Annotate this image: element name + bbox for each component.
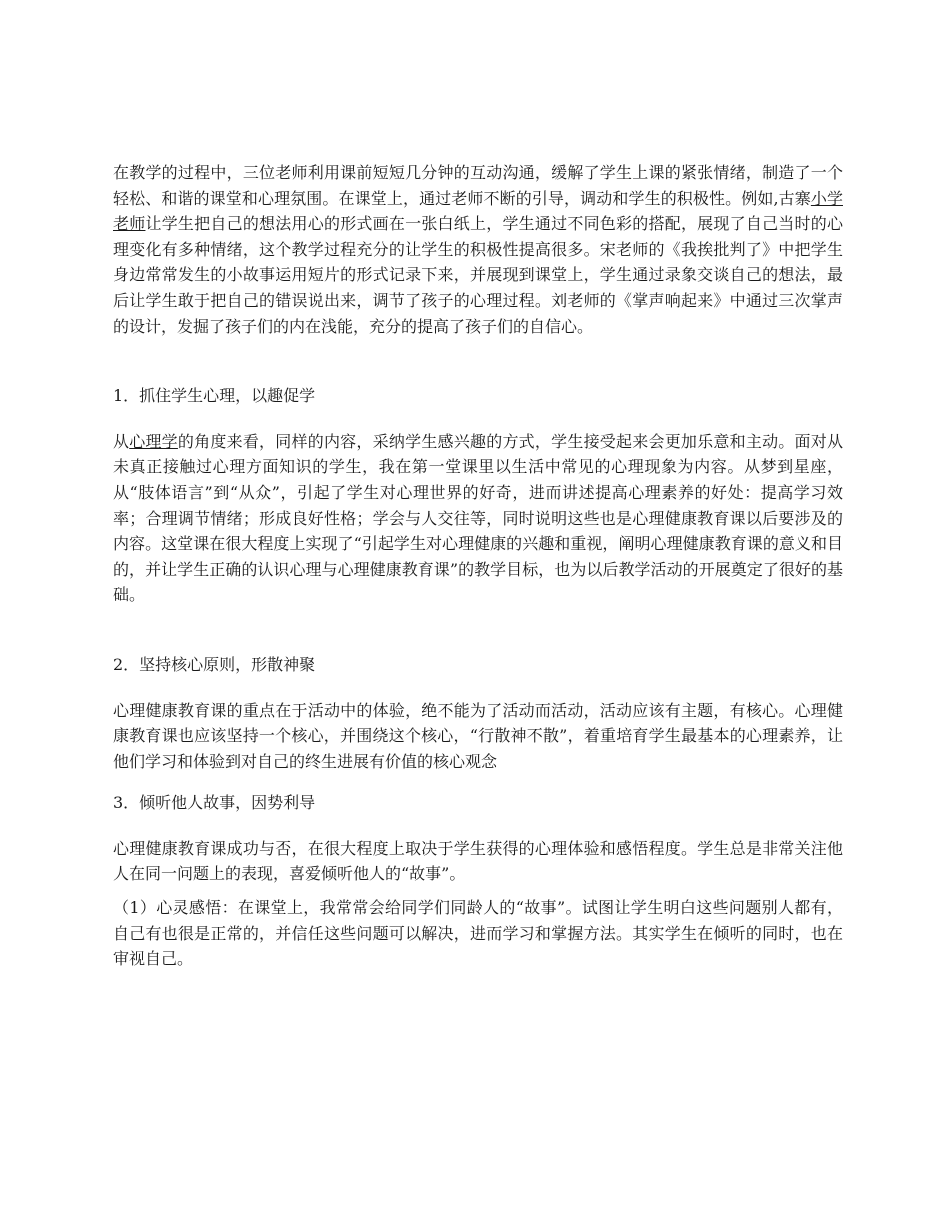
paragraph-section-1-text-a: 从 [113, 431, 130, 451]
spacer [113, 816, 843, 836]
spacer [113, 774, 843, 790]
link-primary-teacher[interactable]: 小学老师 [113, 188, 843, 234]
paragraph-section-2: 心理健康教育课的重点在于活动中的体验，绝不能为了活动而活动，活动应该有主题，有核心。心理健康教育课也应该坚持一个核心，并围绕这个核心，“行散神不散”，着重培育学生最基本的心理素养，让他们学习和体验到对自己的终生进展有价值的核心观念 [113, 700, 843, 771]
paragraph-intro [113, 160, 843, 339]
section-heading-3: 3．倾听他人故事，因势利导 [113, 793, 316, 813]
paragraph-section-3: 心理健康教育课成功与否，在很大程度上取决于学生获得的心理体验和感悟程度。学生总是非常关注他人在同一问题上的表现，喜爱倾听他人的“故事”。 [113, 838, 843, 884]
link-psychology[interactable]: 心理学 [129, 431, 178, 451]
spacer [113, 887, 843, 895]
section-heading-2: 2．坚持核心原则，形散神聚 [113, 654, 316, 674]
paragraph-intro-text-b: 让学生把自己的想法用心的形式画在一张白纸上，学生通过不同色彩的搭配，展现了自己当时的心理变化有多种情绪，这个教学过程充分的让学生的积极性提高很多。宋老师的《我挨批判了》中把学生身边常常发生的小故事运用短片的形式记录下来，并展现到课堂上，学生通过录象交谈自己的想法，最后让学生敢于把自己的错误说出来，调节了孩子的心理过程。刘老师的《掌声响起来》中通过三次掌声的设计，发掘了孩子们的内在浅能，充分的提高了孩子们的自信心。 [113, 214, 843, 336]
spacer [113, 678, 843, 698]
spacer [113, 339, 843, 383]
paragraph-section-1 [113, 429, 843, 608]
spacer [113, 409, 843, 429]
document-page [113, 160, 843, 972]
paragraph-section-1-text-b: 的角度来看，同样的内容，采纳学生感兴趣的方式，学生接受起来会更加乐意和主动。面对从未真正接触过心理方面知识的学生，我在第一堂课里以生活中常见的心理现象为内容。从梦到星座，从“肢体语言”到“从众”，引起了学生对心理世界的好奇，进而讲述提高心理素养的好处：提高学习效率；合理调节情绪；形成良好性格；学会与人交往等，同时说明这些也是心理健康教育课以后要涉及的内容。这堂课在很大程度上实现了“引起学生对心理健康的兴趣和重视，阐明心理健康教育课的意义和目的，并让学生正确的认识心理与心理健康教育课”的教学目标，也为以后教学活动的开展奠定了很好的基础。 [113, 431, 843, 605]
section-heading-1: 1．抓住学生心理，以趣促学 [113, 386, 316, 406]
paragraph-intro-text-a: 在教学的过程中，三位老师利用课前短短几分钟的互动沟通，缓解了学生上课的紧张情绪，制造了一个轻松、和谐的课堂和心理氛围。在课堂上，通过老师不断的引导，调动和学生的积极性。例如,古寨 [113, 163, 843, 208]
spacer [113, 608, 843, 652]
paragraph-section-3-item-1: （1）心灵感悟：在课堂上，我常常会给同学们同龄人的“故事”。试图让学生明白这些问题别人都有，自己有也很是正常的，并信任这些问题可以解决，进而学习和掌握方法。其实学生在倾听的同时，也在审视自己。 [113, 898, 843, 969]
